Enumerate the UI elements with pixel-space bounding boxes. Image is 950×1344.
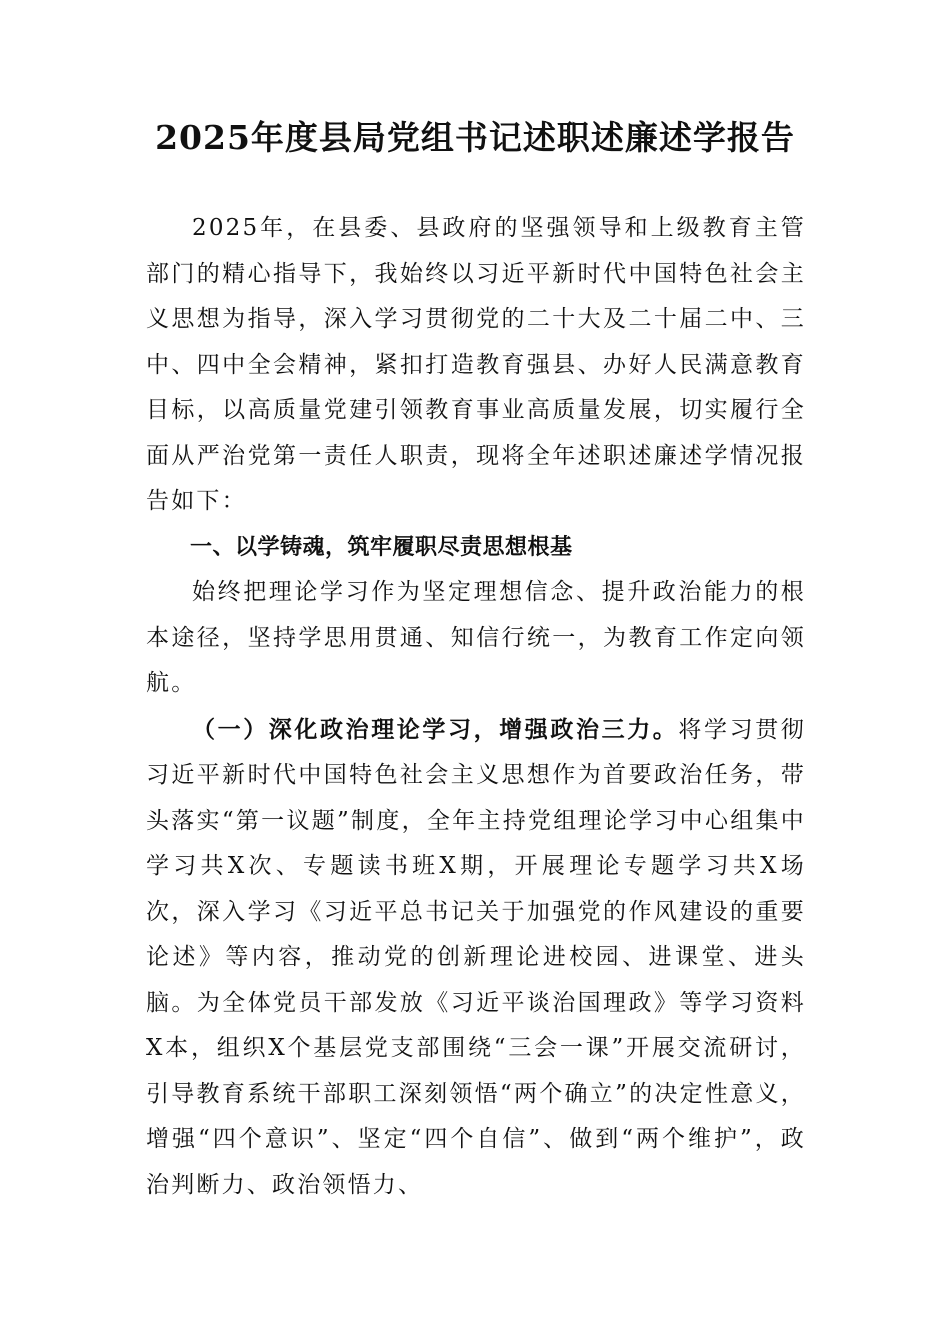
document-body: [146, 206, 806, 1208]
section-1-heading: 一、以学铸魂，筑牢履职尽责思想根基: [190, 534, 573, 560]
document-title: 2025年度县局党组书记述职述廉述学报告: [155, 118, 795, 157]
section-1-lead-paragraph: 始终把理论学习作为坚定理想信念、提升政治能力的根本途径，坚持学思用贯通、知信行统一，为教育工作定向领航。: [146, 579, 806, 696]
subsection-1-heading: （一）深化政治理论学习，增强政治三力。: [192, 715, 679, 743]
subsection-1-paragraph: [146, 707, 806, 1209]
intro-paragraph: 2025年，在县委、县政府的坚强领导和上级教育主管部门的精心指导下，我始终以习近平新时代中国特色社会主义思想为指导，深入学习贯彻党的二十大及二十届二中、三中、四中全会精神，紧扣打造教育强县、办好人民满意教育目标，以高质量党建引领教育事业高质量发展，切实履行全面从严治党第一责任人职责，现将全年述职述廉述学情况报告如下：: [146, 215, 806, 514]
subsection-1-text: 将学习贯彻习近平新时代中国特色社会主义思想作为首要政治任务，带头落实“第一议题”制度，全年主持党组理论学习中心组集中学习共X次、专题读书班X期，开展理论专题学习共X场次，深入学习《习近平总书记关于加强党的作风建设的重要论述》等内容，推动党的创新理论进校园、进课堂、进头脑。为全体党员干部发放《习近平谈治国理政》等学习资料X本，组织X个基层党支部围绕“三会一课”开展交流研讨，引导教育系统干部职工深刻领悟“两个确立”的决定性意义，增强“四个意识”、坚定“四个自信”、做到“两个维护”，政治判断力、政治领悟力、: [146, 716, 806, 1198]
